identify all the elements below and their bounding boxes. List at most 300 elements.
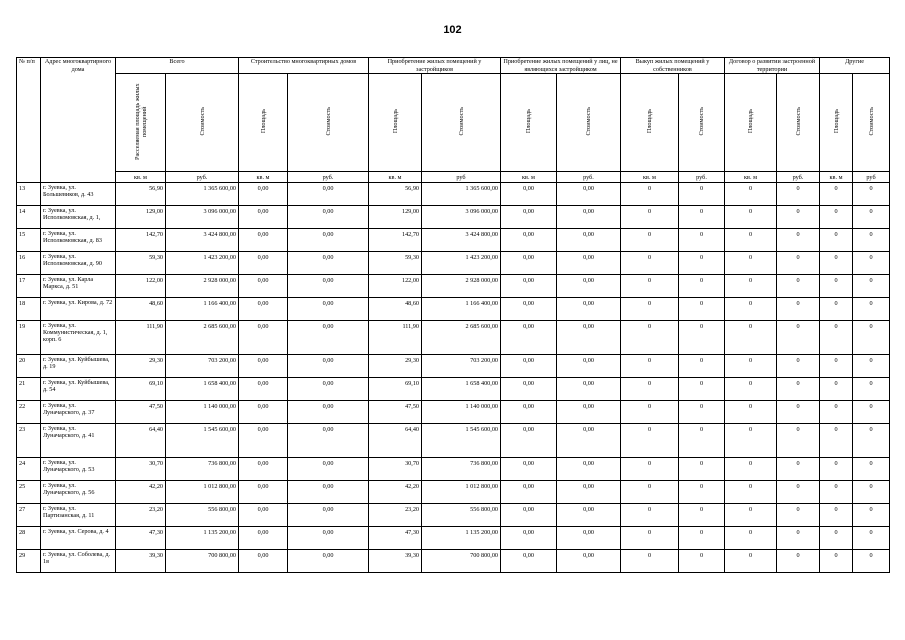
row-value: 0 [853, 550, 890, 573]
row-value: 1 135 200,00 [166, 527, 239, 550]
row-value: 0 [725, 401, 777, 424]
header-row-units [17, 172, 890, 183]
row-number: 25 [17, 481, 41, 504]
table-row [17, 183, 890, 206]
table-row [17, 424, 890, 458]
header-num: № п/п [17, 58, 41, 183]
row-value: 0,00 [501, 504, 557, 527]
subheader-label: Площадь [525, 109, 532, 134]
row-value: 0,00 [288, 481, 369, 504]
row-value: 0,00 [288, 424, 369, 458]
row-value: 0 [777, 481, 820, 504]
row-value: 0 [777, 275, 820, 298]
row-value: 0,00 [501, 298, 557, 321]
table-row [17, 298, 890, 321]
row-value: 0 [777, 378, 820, 401]
row-value: 0,00 [288, 527, 369, 550]
row-number: 17 [17, 275, 41, 298]
row-value: 0,00 [288, 183, 369, 206]
row-value: 0 [621, 378, 679, 401]
row-value: 0 [777, 424, 820, 458]
table-row [17, 378, 890, 401]
row-value: 0 [621, 321, 679, 355]
row-value: 1 423 200,00 [422, 252, 501, 275]
row-value: 0 [679, 252, 725, 275]
row-value: 0,00 [557, 378, 621, 401]
row-value: 1 166 400,00 [422, 298, 501, 321]
row-value: 0 [820, 183, 853, 206]
row-value: 0,00 [501, 424, 557, 458]
row-value: 0,00 [557, 298, 621, 321]
row-value: 1 545 600,00 [422, 424, 501, 458]
row-value: 0 [679, 206, 725, 229]
row-number: 13 [17, 183, 41, 206]
row-value: 0 [853, 206, 890, 229]
row-value: 0 [621, 481, 679, 504]
row-value: 0 [725, 550, 777, 573]
row-value: 0,00 [239, 298, 288, 321]
row-address: г. Зуевка, ул. Куйбышева, д. 54 [41, 378, 116, 401]
row-number: 19 [17, 321, 41, 355]
row-value: 0,00 [501, 229, 557, 252]
row-value: 0 [853, 275, 890, 298]
row-address: г. Зуевка, ул. Исполкомовская, д. 90 [41, 252, 116, 275]
row-value: 0 [777, 504, 820, 527]
row-value: 0 [853, 355, 890, 378]
row-value: 0 [621, 504, 679, 527]
subheader-label: Расселяемая площадь жилых помещений [133, 83, 148, 160]
row-value: 0 [820, 481, 853, 504]
row-value: 1 658 400,00 [422, 378, 501, 401]
row-value: 69,10 [116, 378, 166, 401]
row-value: 0 [820, 355, 853, 378]
row-value: 0 [725, 527, 777, 550]
row-value: 0 [853, 401, 890, 424]
row-address: г. Зуевка, ул. Исполкомовская, д. 83 [41, 229, 116, 252]
unit-cell: кв. м [501, 172, 557, 183]
row-value: 0,00 [239, 355, 288, 378]
header-group-other: Другие [820, 58, 890, 74]
row-value: 0 [679, 527, 725, 550]
row-value: 0,00 [239, 550, 288, 573]
row-value: 0 [777, 183, 820, 206]
row-value: 23,20 [369, 504, 422, 527]
row-value: 0,00 [288, 252, 369, 275]
row-value: 0,00 [557, 321, 621, 355]
row-value: 0,00 [557, 424, 621, 458]
row-value: 59,30 [116, 252, 166, 275]
table-row [17, 275, 890, 298]
header-group-purchase-developers: Приобретение жилых помещений у застройщиков [369, 58, 501, 74]
row-address: г. Зуевка, ул. Луначарского, д. 37 [41, 401, 116, 424]
row-value: 703 200,00 [422, 355, 501, 378]
row-value: 0 [853, 458, 890, 481]
row-value: 0,00 [501, 550, 557, 573]
row-value: 0,00 [288, 504, 369, 527]
subheader-label: Стоимость [457, 107, 465, 136]
subheader-cell [369, 74, 422, 172]
subheader-cell [557, 74, 621, 172]
row-value: 0 [777, 355, 820, 378]
unit-cell: руб. [777, 172, 820, 183]
header-group-construction: Строительство многоквартирных домов [239, 58, 369, 74]
row-value: 0,00 [557, 527, 621, 550]
row-value: 42,20 [116, 481, 166, 504]
row-number: 20 [17, 355, 41, 378]
subheader-label: Площадь [259, 109, 267, 134]
unit-cell: кв. м [820, 172, 853, 183]
table-row [17, 252, 890, 275]
row-value: 0,00 [288, 229, 369, 252]
subheader-cell [116, 74, 166, 172]
unit-cell: кв. м [725, 172, 777, 183]
row-value: 0,00 [557, 550, 621, 573]
row-value: 736 800,00 [422, 458, 501, 481]
row-value: 1 365 600,00 [166, 183, 239, 206]
row-value: 700 800,00 [166, 550, 239, 573]
row-value: 0,00 [239, 527, 288, 550]
row-value: 0,00 [288, 458, 369, 481]
row-value: 0 [820, 378, 853, 401]
row-value: 3 096 000,00 [422, 206, 501, 229]
row-value: 142,70 [369, 229, 422, 252]
row-value: 0,00 [239, 424, 288, 458]
row-value: 0,00 [557, 229, 621, 252]
row-value: 0 [621, 527, 679, 550]
row-value: 1 365 600,00 [422, 183, 501, 206]
row-value: 0 [679, 321, 725, 355]
row-number: 16 [17, 252, 41, 275]
row-value: 111,90 [369, 321, 422, 355]
row-value: 0,00 [501, 252, 557, 275]
table-row [17, 504, 890, 527]
row-value: 1 012 800,00 [422, 481, 501, 504]
row-value: 3 096 000,00 [166, 206, 239, 229]
row-value: 0 [820, 229, 853, 252]
unit-cell: руб. [166, 172, 239, 183]
row-value: 0 [820, 504, 853, 527]
row-value: 1 140 000,00 [422, 401, 501, 424]
row-value: 0 [725, 481, 777, 504]
row-value: 1 658 400,00 [166, 378, 239, 401]
subheader-label: Площадь [391, 109, 399, 134]
row-address: г. Зуевка, ул. Соболева, д. 1в [41, 550, 116, 573]
subheader-cell [725, 74, 777, 172]
row-number: 15 [17, 229, 41, 252]
subheader-label: Стоимость [198, 107, 206, 136]
row-value: 0,00 [557, 504, 621, 527]
header-row-groups [17, 58, 890, 74]
row-value: 1 423 200,00 [166, 252, 239, 275]
row-value: 0,00 [288, 298, 369, 321]
row-value: 0 [820, 252, 853, 275]
row-value: 2 928 000,00 [166, 275, 239, 298]
row-number: 21 [17, 378, 41, 401]
row-value: 0 [679, 401, 725, 424]
row-value: 64,40 [116, 424, 166, 458]
unit-cell: кв. м [239, 172, 288, 183]
unit-cell: руб [422, 172, 501, 183]
row-address: г. Зуевка, ул. Большевиков, д. 43 [41, 183, 116, 206]
row-value: 129,00 [369, 206, 422, 229]
row-value: 64,40 [369, 424, 422, 458]
row-value: 0 [853, 298, 890, 321]
row-value: 0 [621, 458, 679, 481]
row-value: 0 [725, 252, 777, 275]
row-value: 0,00 [239, 206, 288, 229]
row-value: 142,70 [116, 229, 166, 252]
row-value: 0 [777, 527, 820, 550]
row-value: 700 800,00 [422, 550, 501, 573]
row-value: 0 [853, 481, 890, 504]
row-value: 0,00 [557, 458, 621, 481]
row-value: 23,20 [116, 504, 166, 527]
row-value: 0 [853, 321, 890, 355]
row-value: 0 [621, 206, 679, 229]
row-value: 0 [820, 458, 853, 481]
row-value: 0,00 [239, 275, 288, 298]
row-value: 42,20 [369, 481, 422, 504]
row-value: 3 424 800,00 [422, 229, 501, 252]
row-value: 0 [777, 298, 820, 321]
row-value: 0 [621, 183, 679, 206]
row-value: 30,70 [369, 458, 422, 481]
row-value: 0,00 [557, 252, 621, 275]
row-value: 0,00 [501, 183, 557, 206]
row-value: 56,90 [369, 183, 422, 206]
row-value: 0 [679, 481, 725, 504]
row-value: 0 [725, 183, 777, 206]
unit-cell: кв. м [116, 172, 166, 183]
row-value: 0 [777, 401, 820, 424]
row-value: 0 [679, 378, 725, 401]
subheader-cell [820, 74, 853, 172]
row-value: 0 [621, 550, 679, 573]
row-value: 0 [621, 355, 679, 378]
row-value: 0 [820, 321, 853, 355]
unit-cell: кв. м [369, 172, 422, 183]
row-address: г. Зуевка, ул. Партизанская, д. 11 [41, 504, 116, 527]
row-value: 1 135 200,00 [422, 527, 501, 550]
row-value: 0 [777, 321, 820, 355]
row-address: г. Зуевка, ул. Карла Маркса, д. 51 [41, 275, 116, 298]
row-number: 14 [17, 206, 41, 229]
header-group-purchase-nondevelopers: Приобретение жилых помещений у лиц, не являющихся застройщиком [501, 58, 621, 74]
row-value: 0,00 [501, 206, 557, 229]
row-value: 0,00 [239, 252, 288, 275]
unit-cell: руб [853, 172, 890, 183]
row-value: 0 [679, 424, 725, 458]
row-value: 0,00 [239, 458, 288, 481]
row-address: г. Зуевка, ул. Серова, д. 4 [41, 527, 116, 550]
row-number: 27 [17, 504, 41, 527]
row-value: 0 [853, 252, 890, 275]
row-value: 2 685 600,00 [422, 321, 501, 355]
row-value: 0,00 [501, 401, 557, 424]
row-value: 48,60 [369, 298, 422, 321]
subheader-cell [853, 74, 890, 172]
table-row [17, 458, 890, 481]
row-value: 0,00 [288, 355, 369, 378]
row-address: г. Зуевка, ул. Коммунистическая, д. 1, корп. 6 [41, 321, 116, 355]
row-value: 1 140 000,00 [166, 401, 239, 424]
header-address: Адрес многоквартирного дома [41, 58, 116, 183]
row-address: г. Зуевка, ул. Кирова, д. 72 [41, 298, 116, 321]
row-value: 0 [820, 298, 853, 321]
row-value: 0 [820, 424, 853, 458]
table-row [17, 229, 890, 252]
row-value: 0 [621, 424, 679, 458]
row-value: 69,10 [369, 378, 422, 401]
row-value: 0,00 [288, 378, 369, 401]
row-value: 0 [679, 550, 725, 573]
unit-cell: руб. [288, 172, 369, 183]
row-address: г. Зуевка, ул. Куйбышева, д. 19 [41, 355, 116, 378]
row-value: 0,00 [288, 550, 369, 573]
row-value: 59,30 [369, 252, 422, 275]
unit-cell: кв. м [621, 172, 679, 183]
row-value: 0,00 [239, 321, 288, 355]
row-value: 2 928 000,00 [422, 275, 501, 298]
row-value: 0 [820, 275, 853, 298]
row-address: г. Зуевка, ул. Луначарского, д. 53 [41, 458, 116, 481]
table-row [17, 550, 890, 573]
row-value: 0,00 [501, 355, 557, 378]
row-value: 2 685 600,00 [166, 321, 239, 355]
unit-cell: руб. [679, 172, 725, 183]
row-address: г. Зуевка, ул. Луначарского, д. 41 [41, 424, 116, 458]
row-value: 0,00 [239, 378, 288, 401]
row-value: 0 [853, 504, 890, 527]
row-value: 0,00 [557, 275, 621, 298]
subheader-cell [288, 74, 369, 172]
row-value: 1 545 600,00 [166, 424, 239, 458]
row-value: 0 [679, 458, 725, 481]
row-number: 29 [17, 550, 41, 573]
row-address: г. Зуевка, ул. Исполкомовская, д. 1, [41, 206, 116, 229]
row-value: 47,30 [369, 527, 422, 550]
row-value: 0,00 [288, 321, 369, 355]
row-value: 0 [725, 298, 777, 321]
row-value: 1 166 400,00 [166, 298, 239, 321]
row-value: 3 424 800,00 [166, 229, 239, 252]
table-row [17, 527, 890, 550]
row-value: 0,00 [501, 481, 557, 504]
row-value: 0 [621, 298, 679, 321]
row-value: 30,70 [116, 458, 166, 481]
row-value: 0 [820, 206, 853, 229]
row-number: 23 [17, 424, 41, 458]
resettlement-table [16, 57, 890, 573]
row-value: 0 [725, 458, 777, 481]
row-value: 1 012 800,00 [166, 481, 239, 504]
row-value: 0,00 [501, 321, 557, 355]
row-value: 0 [777, 550, 820, 573]
row-value: 0,00 [239, 481, 288, 504]
subheader-label: Стоимость [324, 107, 332, 136]
row-value: 0 [621, 401, 679, 424]
row-value: 0 [853, 527, 890, 550]
row-value: 0 [777, 458, 820, 481]
subheader-cell [777, 74, 820, 172]
row-value: 0 [725, 321, 777, 355]
row-value: 736 800,00 [166, 458, 239, 481]
row-value: 0,00 [239, 229, 288, 252]
row-value: 122,00 [369, 275, 422, 298]
subheader-label: Площадь [747, 109, 755, 134]
table-row [17, 481, 890, 504]
row-value: 0 [679, 275, 725, 298]
row-value: 0,00 [288, 206, 369, 229]
row-value: 0 [853, 378, 890, 401]
table-row [17, 401, 890, 424]
row-value: 111,90 [116, 321, 166, 355]
header-row-sub [17, 74, 890, 172]
row-value: 0 [725, 355, 777, 378]
header-group-development-contract: Договор о развитии застроенной территории [725, 58, 820, 74]
unit-cell: руб. [557, 172, 621, 183]
subheader-cell [501, 74, 557, 172]
row-value: 0 [820, 527, 853, 550]
row-value: 0,00 [501, 458, 557, 481]
row-value: 39,30 [116, 550, 166, 573]
row-value: 0 [853, 424, 890, 458]
row-value: 0 [725, 378, 777, 401]
header-group-buyout: Выкуп жилых помещений у собственников [621, 58, 725, 74]
row-number: 18 [17, 298, 41, 321]
row-value: 0 [679, 355, 725, 378]
row-value: 0,00 [501, 527, 557, 550]
row-value: 0,00 [288, 275, 369, 298]
row-value: 0 [777, 206, 820, 229]
row-value: 0 [679, 229, 725, 252]
row-value: 47,30 [116, 527, 166, 550]
row-value: 0 [820, 550, 853, 573]
subheader-label: Стоимость [585, 107, 592, 136]
row-value: 0 [621, 229, 679, 252]
subheader-label: Стоимость [698, 107, 705, 136]
row-value: 48,60 [116, 298, 166, 321]
row-number: 22 [17, 401, 41, 424]
row-value: 0,00 [288, 401, 369, 424]
row-value: 556 800,00 [422, 504, 501, 527]
row-value: 0 [679, 298, 725, 321]
row-value: 703 200,00 [166, 355, 239, 378]
row-value: 0,00 [557, 183, 621, 206]
row-value: 0,00 [501, 378, 557, 401]
header-group-total: Всего [116, 58, 239, 74]
subheader-cell [621, 74, 679, 172]
subheader-label: Площадь [646, 109, 653, 134]
row-address: г. Зуевка, ул. Луначарского, д. 56 [41, 481, 116, 504]
row-value: 29,30 [116, 355, 166, 378]
row-value: 56,90 [116, 183, 166, 206]
row-value: 47,50 [116, 401, 166, 424]
subheader-cell [422, 74, 501, 172]
row-value: 0 [725, 504, 777, 527]
row-value: 0,00 [239, 183, 288, 206]
subheader-label: Стоимость [867, 107, 875, 136]
row-value: 0 [621, 275, 679, 298]
row-value: 0 [725, 275, 777, 298]
row-value: 0 [777, 229, 820, 252]
row-value: 0 [621, 252, 679, 275]
row-value: 47,50 [369, 401, 422, 424]
row-value: 129,00 [116, 206, 166, 229]
row-value: 0 [777, 252, 820, 275]
row-value: 0 [725, 229, 777, 252]
row-value: 39,30 [369, 550, 422, 573]
